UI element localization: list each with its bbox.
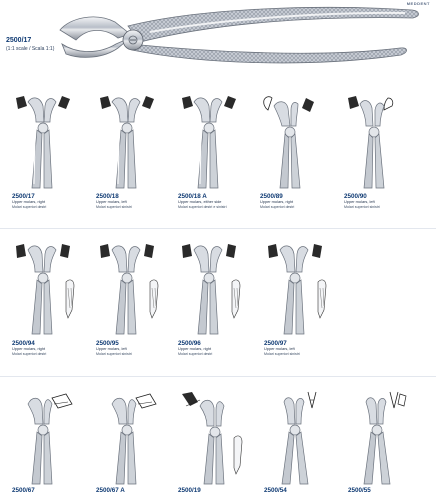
forceps-image	[262, 238, 346, 338]
product-code: 2500/18	[96, 193, 119, 200]
product-description-it: Molari superiori sinistri	[344, 204, 380, 209]
product-code: 2500/67 A	[96, 487, 125, 494]
product-code: 2500/19	[178, 487, 201, 494]
product-row-3	[0, 388, 436, 500]
forceps-image	[342, 92, 426, 192]
product-card-2500-97	[262, 238, 346, 368]
hero-product	[0, 0, 436, 80]
forceps-image	[10, 92, 94, 192]
product-code: 2500/54	[264, 487, 287, 494]
product-description: Upper molars, left	[96, 346, 127, 351]
hero-product-code: 2500/17	[6, 37, 32, 44]
product-card-2500-54	[262, 388, 346, 500]
product-description: Upper molars, either side	[178, 199, 222, 204]
product-description-it: Molari superiori sinistri	[264, 351, 300, 356]
forceps-image	[176, 238, 260, 338]
forceps-image	[94, 388, 178, 486]
product-description: Upper molars, right	[12, 199, 46, 204]
product-description-it: Molari superiori destri	[178, 351, 213, 356]
product-card-2500-89	[258, 92, 342, 220]
product-description-it: Molari superiori destri	[260, 204, 295, 209]
product-card-2500-67	[10, 388, 94, 500]
forceps-image	[176, 92, 260, 192]
product-code: 2500/95	[96, 340, 119, 347]
row-divider	[0, 376, 436, 377]
product-card-2500-90	[342, 92, 426, 220]
product-code: 2500/67	[12, 487, 35, 494]
forceps-image	[262, 388, 346, 486]
product-code: 2500/94	[12, 340, 35, 347]
product-card-2500-67a	[94, 388, 178, 500]
product-description-it: Molari superiori sinistri	[96, 204, 132, 209]
product-code: 2500/18 A	[178, 193, 207, 200]
product-code: 2500/89	[260, 193, 283, 200]
forceps-image	[10, 388, 94, 486]
product-card-2500-55	[346, 388, 430, 500]
product-description: Upper molars, right	[260, 199, 294, 204]
brand-logo: MEDDENT	[406, 1, 430, 6]
forceps-image	[176, 388, 260, 486]
product-card-2500-96	[176, 238, 260, 368]
forceps-image	[346, 388, 430, 486]
row-divider	[0, 228, 436, 229]
hero-forceps-image	[0, 0, 436, 80]
product-code: 2500/90	[344, 193, 367, 200]
product-code: 2500/97	[264, 340, 287, 347]
product-card-2500-94	[10, 238, 94, 368]
product-card-2500-18a	[176, 92, 260, 220]
product-description: Upper molars, left	[264, 346, 295, 351]
product-description-it: Molari superiori destri e sinistri	[178, 204, 227, 209]
product-description: Upper molars, right	[178, 346, 212, 351]
hero-scale-note: (1:1 scale / Scala 1:1)	[6, 46, 55, 52]
product-row-2	[0, 238, 436, 368]
product-card-2500-19	[176, 388, 260, 500]
product-description-it: Molari superiori sinistri	[96, 351, 132, 356]
product-code: 2500/17	[12, 193, 35, 200]
forceps-image	[10, 238, 94, 338]
product-code: 2500/55	[348, 487, 371, 494]
forceps-image	[258, 92, 342, 192]
product-card-2500-18	[94, 92, 178, 220]
product-code: 2500/96	[178, 340, 201, 347]
forceps-image	[94, 92, 178, 192]
product-card-2500-95	[94, 238, 178, 368]
product-description: Upper molars, left	[96, 199, 127, 204]
forceps-image	[94, 238, 178, 338]
product-card-2500-17	[10, 92, 94, 220]
product-description-it: Molari superiori destri	[12, 204, 47, 209]
product-description-it: Molari superiori destri	[12, 351, 47, 356]
product-description: Upper molars, right	[12, 346, 46, 351]
product-row-1	[0, 92, 436, 220]
product-description: Upper molars, left	[344, 199, 375, 204]
